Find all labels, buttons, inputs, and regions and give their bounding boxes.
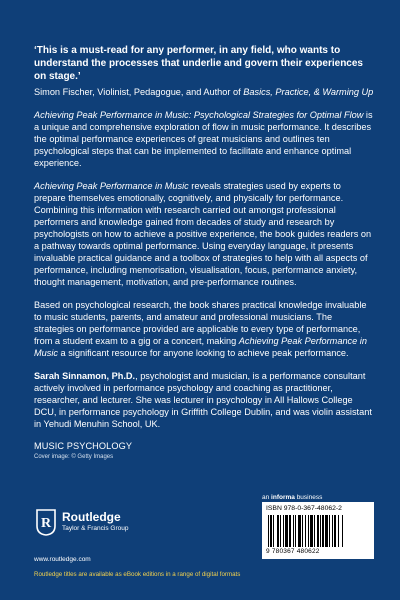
para3-text-after: a significant resource for anyone looking to achieve peak performance. xyxy=(58,348,349,358)
para1-text: is a unique and comprehensive exploration of flow in music performance. It describes the optimal performance experiences of great musicians and outlines ten psychological steps that can be implemented to facilitate and enhance optimal experience. xyxy=(34,110,373,168)
author-name: Sarah Sinnamon, Ph.D. xyxy=(34,371,136,381)
author-bio xyxy=(34,370,374,430)
subject-category: MUSIC PSYCHOLOGY xyxy=(34,441,133,451)
informa-suffix: business xyxy=(294,494,323,501)
book-title-italic: Achieving Peak Performance in Music xyxy=(34,336,367,358)
author-bio-text: , psychologist and musician, is a performance consultant actively involved in performance psychology and coaching as practitioner, researcher, and lecturer. She was lecturer in psychology in All Hallows College DCU, in performance psychology in Griffith College Dublin, and was violin assistant in Yehudi Menuhin School, UK. xyxy=(34,371,372,429)
cover-image-credit: Cover image: © Getty Images xyxy=(34,454,114,460)
barcode-graphic xyxy=(268,515,370,547)
isbn-number: ISBN 978-0-367-48062-2 xyxy=(266,505,342,512)
ebook-availability-note: Routledge titles are available as eBook editions in a range of digital formats xyxy=(34,571,241,578)
para2-text: reveals strategies used by experts to prepare themselves emotionally, cognitively, and physically for performance. Combining this information with research carried out amongst professional performers and knowledge gained from decades of study and research by psychologists on how to achieve a positive experience, the book guides readers on a pathway towards optimal performance. Using everyday language, it presents invaluable practical guidance and a toolbox of strategies to help with all aspects of performance, including memorisation, visualisation, focus, performance anxiety, thought management, motivation, and pre-performance routines. xyxy=(34,181,372,287)
endorsement-quote: ‘This is a must-read for any performer, in any field, who wants to understand the processes that underlie and govern their experiences on stage.’ xyxy=(34,45,363,82)
book-title-italic: Achieving Peak Performance in Music xyxy=(34,181,189,191)
publisher-logo xyxy=(34,508,174,542)
informa-brand: informa xyxy=(271,494,295,501)
publisher-group: Taylor & Francis Group xyxy=(62,525,129,532)
barcode-digits: 9 780367 480622 xyxy=(266,548,320,555)
attribution-books: Basics, Practice, & Warming Up xyxy=(243,87,374,97)
para3-text-before: Based on psychological research, the book shares practical knowledge invaluable to music students, parents, and amateur and professional musicians. The strategies on performance provided are applicable to every type of performance, from a student exam to a gig or a concert, making xyxy=(34,300,367,346)
logo-letter: R xyxy=(40,516,52,531)
publisher-name: Routledge xyxy=(62,510,121,524)
routledge-logo-icon xyxy=(34,508,58,536)
informa-business-label xyxy=(262,494,322,501)
description-paragraph-3 xyxy=(34,299,374,359)
publisher-website: www.routledge.com xyxy=(34,556,91,563)
book-title-italic: Achieving Peak Performance in Music: Psychological Strategies for Optimal Flow xyxy=(34,110,364,120)
back-cover-text xyxy=(34,44,374,460)
description-paragraph-2 xyxy=(34,180,374,288)
description-paragraph-1 xyxy=(34,109,374,169)
attribution-prefix: Simon Fischer, Violinist, Pedagogue, and Author of xyxy=(34,87,244,97)
endorsement-attribution xyxy=(34,86,374,98)
informa-prefix: an xyxy=(262,494,272,501)
